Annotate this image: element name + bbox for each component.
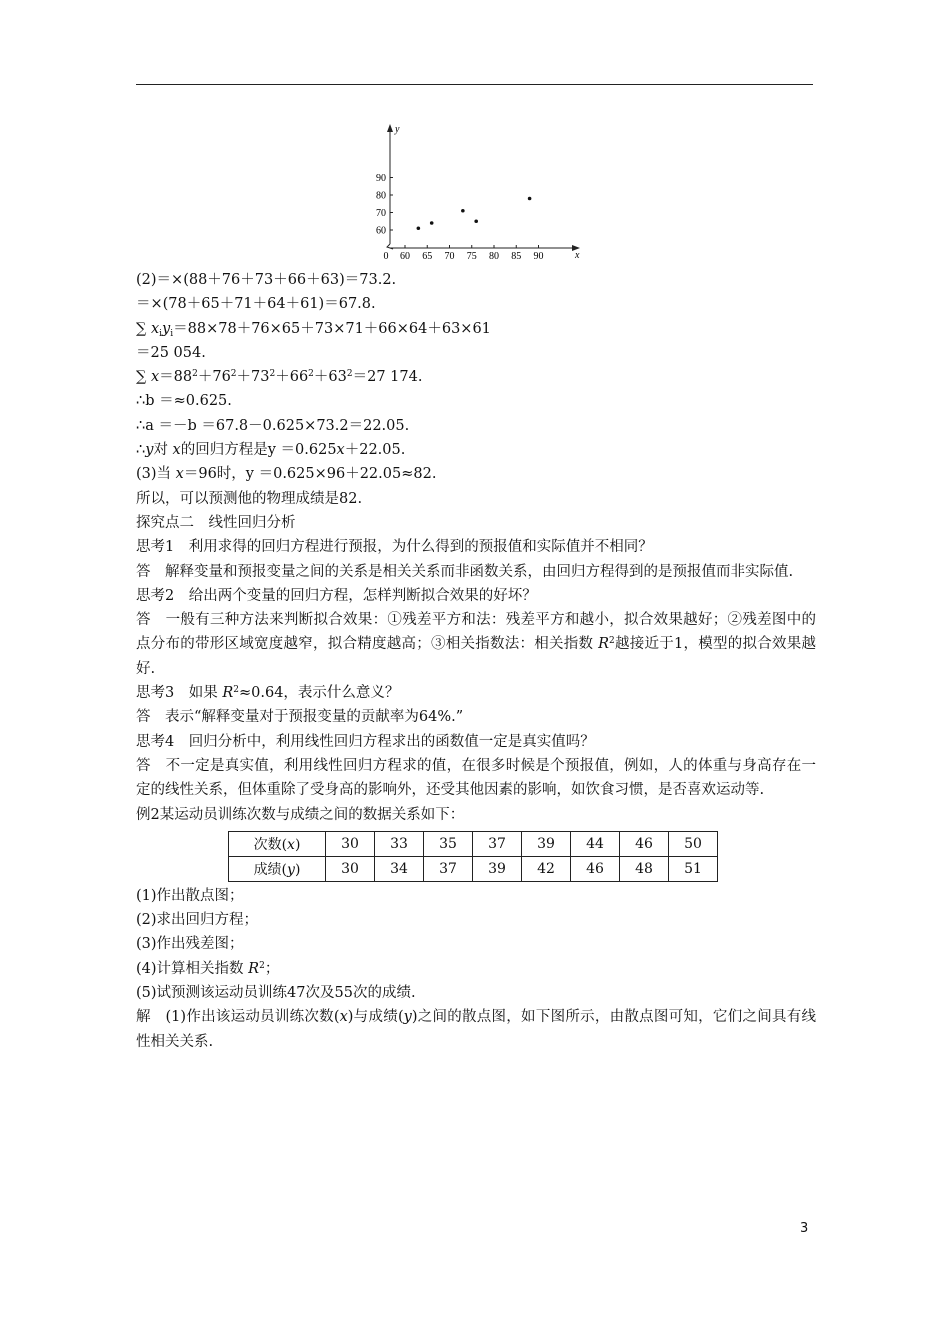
- table-cell: 42: [522, 856, 571, 881]
- x-tick-label: 80: [489, 251, 499, 262]
- text-line: [136, 884, 816, 908]
- table-cell: 46: [620, 831, 669, 856]
- text-segment: ≈0.64，表示什么意义？: [239, 685, 400, 702]
- text-line: [136, 487, 816, 511]
- scatter-chart: [362, 118, 590, 266]
- text-segment: 2: [346, 369, 353, 380]
- text-line: [136, 803, 816, 827]
- text-line: [136, 730, 816, 754]
- text-segment: 2: [192, 369, 198, 380]
- data-point: [528, 197, 532, 201]
- text-segment: 思考2 给出两个变量的回归方程，怎样判断拟合效果的好坏？: [136, 587, 537, 604]
- text-segment: ＋66: [275, 369, 309, 386]
- text-segment: 解 (1)作出该运动员训练次数(: [136, 1009, 340, 1026]
- y-tick-label: 70: [376, 208, 386, 219]
- table-cell: 34: [375, 856, 424, 881]
- text-segment: (4)计算相关指数: [136, 960, 249, 977]
- text-segment: ∑: [136, 320, 151, 337]
- data-point: [461, 209, 465, 213]
- table-cell: 37: [473, 831, 522, 856]
- text-line: [136, 932, 816, 956]
- text-segment: ∴: [136, 442, 146, 459]
- text-line: [136, 365, 816, 389]
- text-block-after-table: [136, 884, 816, 1054]
- text-segment: 2: [259, 960, 265, 971]
- data-table: [228, 831, 718, 882]
- text-segment: 的回归方程是y ＝0.625: [180, 442, 337, 459]
- text-line: [136, 754, 816, 803]
- text-segment: y: [403, 1009, 412, 1026]
- text-segment: (5)试预测该运动员训练47次及55次的成绩.: [136, 985, 416, 1002]
- table-cell: 51: [669, 856, 718, 881]
- x-axis-label: x: [575, 250, 580, 261]
- text-segment: x: [172, 442, 181, 459]
- text-segment: (2)＝×(88＋76＋73＋66＋63)＝73.2.: [136, 272, 397, 288]
- text-segment: 思考1 利用求得的回归方程进行预报，为什么得到的预报值和实际值并不相同？: [136, 539, 653, 556]
- table-cell: 30: [326, 831, 375, 856]
- text-line: [136, 462, 816, 486]
- text-segment: 答 解释变量和预报变量之间的关系是相关关系而非函数关系，由回归方程得到的是预报值而非实际值.: [136, 563, 794, 580]
- text-segment: x: [150, 369, 160, 386]
- text-segment: 2: [230, 369, 237, 380]
- text-line: [136, 584, 816, 608]
- text-line: [136, 705, 816, 729]
- text-segment: ＝25 054.: [136, 344, 206, 361]
- table-row: [229, 856, 718, 881]
- table-row: [229, 831, 718, 856]
- text-segment: R: [248, 960, 260, 977]
- x-tick-label: 70: [444, 251, 455, 262]
- text-segment: )与成绩(: [347, 1009, 404, 1026]
- table-cell: 39: [522, 831, 571, 856]
- text-segment: ；: [264, 960, 280, 977]
- text-segment: ＝88×78＋76×65＋73×71＋66×64＋63×61: [173, 320, 491, 337]
- y-tick-label: 80: [376, 190, 386, 202]
- page-number: 3: [800, 1221, 809, 1236]
- text-segment: )之间的散点图，如下图所示，由散点图可知，它们之间具有线性相关关系.: [136, 1009, 816, 1050]
- text-segment: R: [222, 685, 234, 702]
- text-segment: ＝96时，y ＝0.625×96＋22.05≈82.: [183, 466, 437, 483]
- text-segment: i: [159, 328, 163, 339]
- text-segment: 越接近于1，模型的拟合效果越好.: [136, 636, 816, 677]
- text-line: [136, 1005, 816, 1054]
- text-segment: 答 表示“解释变量对于预报变量的贡献率为64%.”: [136, 709, 464, 726]
- table-cell: 39: [473, 856, 522, 881]
- y-axis-arrow: [387, 124, 393, 132]
- y-tick-label: 60: [376, 225, 386, 237]
- x-tick-label: 75: [466, 251, 477, 262]
- text-line: [136, 908, 816, 932]
- text-segment: x: [150, 320, 160, 337]
- text-segment: 所以，可以预测他的物理成绩是82.: [136, 490, 363, 507]
- text-segment: ＋63: [313, 369, 347, 386]
- text-segment: 答 一般有三种方法来判断拟合效果：①残差平方和法：残差平方和越小，拟合效果越好；②残差图中的点分布的带形区域宽度越窄，拟合精度越高；③相关指数法：相关指数: [136, 612, 816, 653]
- text-segment: y: [162, 320, 171, 337]
- table-cell: 46: [571, 856, 620, 881]
- text-segment: (1)作出散点图；: [136, 887, 244, 904]
- text-segment: 对: [153, 442, 173, 459]
- text-segment: ＋22.05.: [344, 442, 406, 459]
- x-tick-label: 60: [400, 251, 410, 262]
- text-segment: 2: [308, 369, 314, 380]
- text-segment: ＝×(78＋65＋71＋64＋61)＝67.8.: [136, 296, 376, 313]
- text-line: [136, 268, 816, 292]
- table-cell: 37: [424, 856, 473, 881]
- text-segment: 2: [609, 636, 615, 647]
- table-cell: 44: [571, 831, 620, 856]
- text-segment: (2)求出回归方程；: [136, 912, 259, 929]
- table-cell: 30: [326, 856, 375, 881]
- x-tick-label: 85: [511, 251, 522, 262]
- text-line: [136, 608, 816, 681]
- text-segment: ＋73: [236, 369, 270, 386]
- text-segment: ∴b ＝≈0.625.: [136, 393, 232, 410]
- data-table-wrap: [136, 827, 816, 884]
- text-segment: 例2某运动员训练次数与成绩之间的数据关系如下：: [136, 806, 465, 823]
- text-segment: 答 不一定是真实值，利用线性回归方程求的值，在很多时候是个预报值，例如，人的体重与身高存在一定的线性关系，但体重除了受身高的影响外，还受其他因素的影响，如饮食习惯，是否喜欢运动等.: [136, 757, 816, 799]
- x-tick-label: 90: [533, 251, 544, 262]
- text-segment: ∑: [136, 369, 151, 386]
- text-segment: y: [145, 442, 154, 459]
- text-segment: 思考4 回归分析中，利用线性回归方程求出的函数值一定是真实值吗？: [136, 733, 595, 750]
- text-segment: ＝88: [159, 369, 193, 386]
- text-line: [136, 292, 816, 316]
- text-segment: (3)作出残差图；: [136, 936, 244, 953]
- text-segment: 探究点二 线性回归分析: [136, 514, 296, 531]
- text-segment: x: [339, 1009, 348, 1026]
- text-line: [136, 981, 816, 1005]
- text-line: [136, 511, 816, 535]
- table-cell: 50: [669, 831, 718, 856]
- text-segment: 2: [233, 685, 239, 696]
- data-point: [474, 219, 478, 223]
- y-axis-label: y: [395, 124, 400, 135]
- text-line: [136, 414, 816, 438]
- table-cell: 48: [620, 856, 669, 881]
- text-line: [136, 438, 816, 462]
- table-cell: 33: [375, 831, 424, 856]
- data-point: [430, 221, 434, 225]
- text-line: [136, 389, 816, 413]
- document-body: [136, 268, 816, 1054]
- text-segment: x: [336, 442, 345, 459]
- text-line: [136, 560, 816, 584]
- text-segment: R: [598, 636, 610, 653]
- text-segment: (3)当: [136, 466, 176, 483]
- scatter-chart-svg: [362, 118, 590, 266]
- text-line: [136, 535, 816, 559]
- text-segment: 思考3 如果: [136, 685, 223, 702]
- text-segment: 2: [269, 369, 276, 380]
- table-cell: 35: [424, 831, 473, 856]
- header-rule: [136, 84, 813, 85]
- table-header-cell: 成绩(y): [229, 856, 326, 881]
- text-segment: x: [175, 466, 184, 483]
- origin-label: 0: [383, 251, 389, 262]
- table-header-cell: 次数(x): [229, 831, 326, 856]
- text-line: [136, 681, 816, 705]
- text-line: [136, 317, 816, 341]
- text-segment: ∴a ＝－b ＝67.8－0.625×73.2＝22.05.: [136, 417, 410, 434]
- text-segment: ＝27 174.: [352, 369, 423, 386]
- text-segment: ＋76: [197, 369, 231, 386]
- text-segment: i: [170, 328, 174, 339]
- data-point: [417, 226, 421, 230]
- x-tick-label: 65: [422, 251, 433, 262]
- text-block-before-table: [136, 268, 816, 827]
- text-line: [136, 957, 816, 981]
- y-tick-label: 90: [376, 173, 386, 184]
- text-line: [136, 341, 816, 365]
